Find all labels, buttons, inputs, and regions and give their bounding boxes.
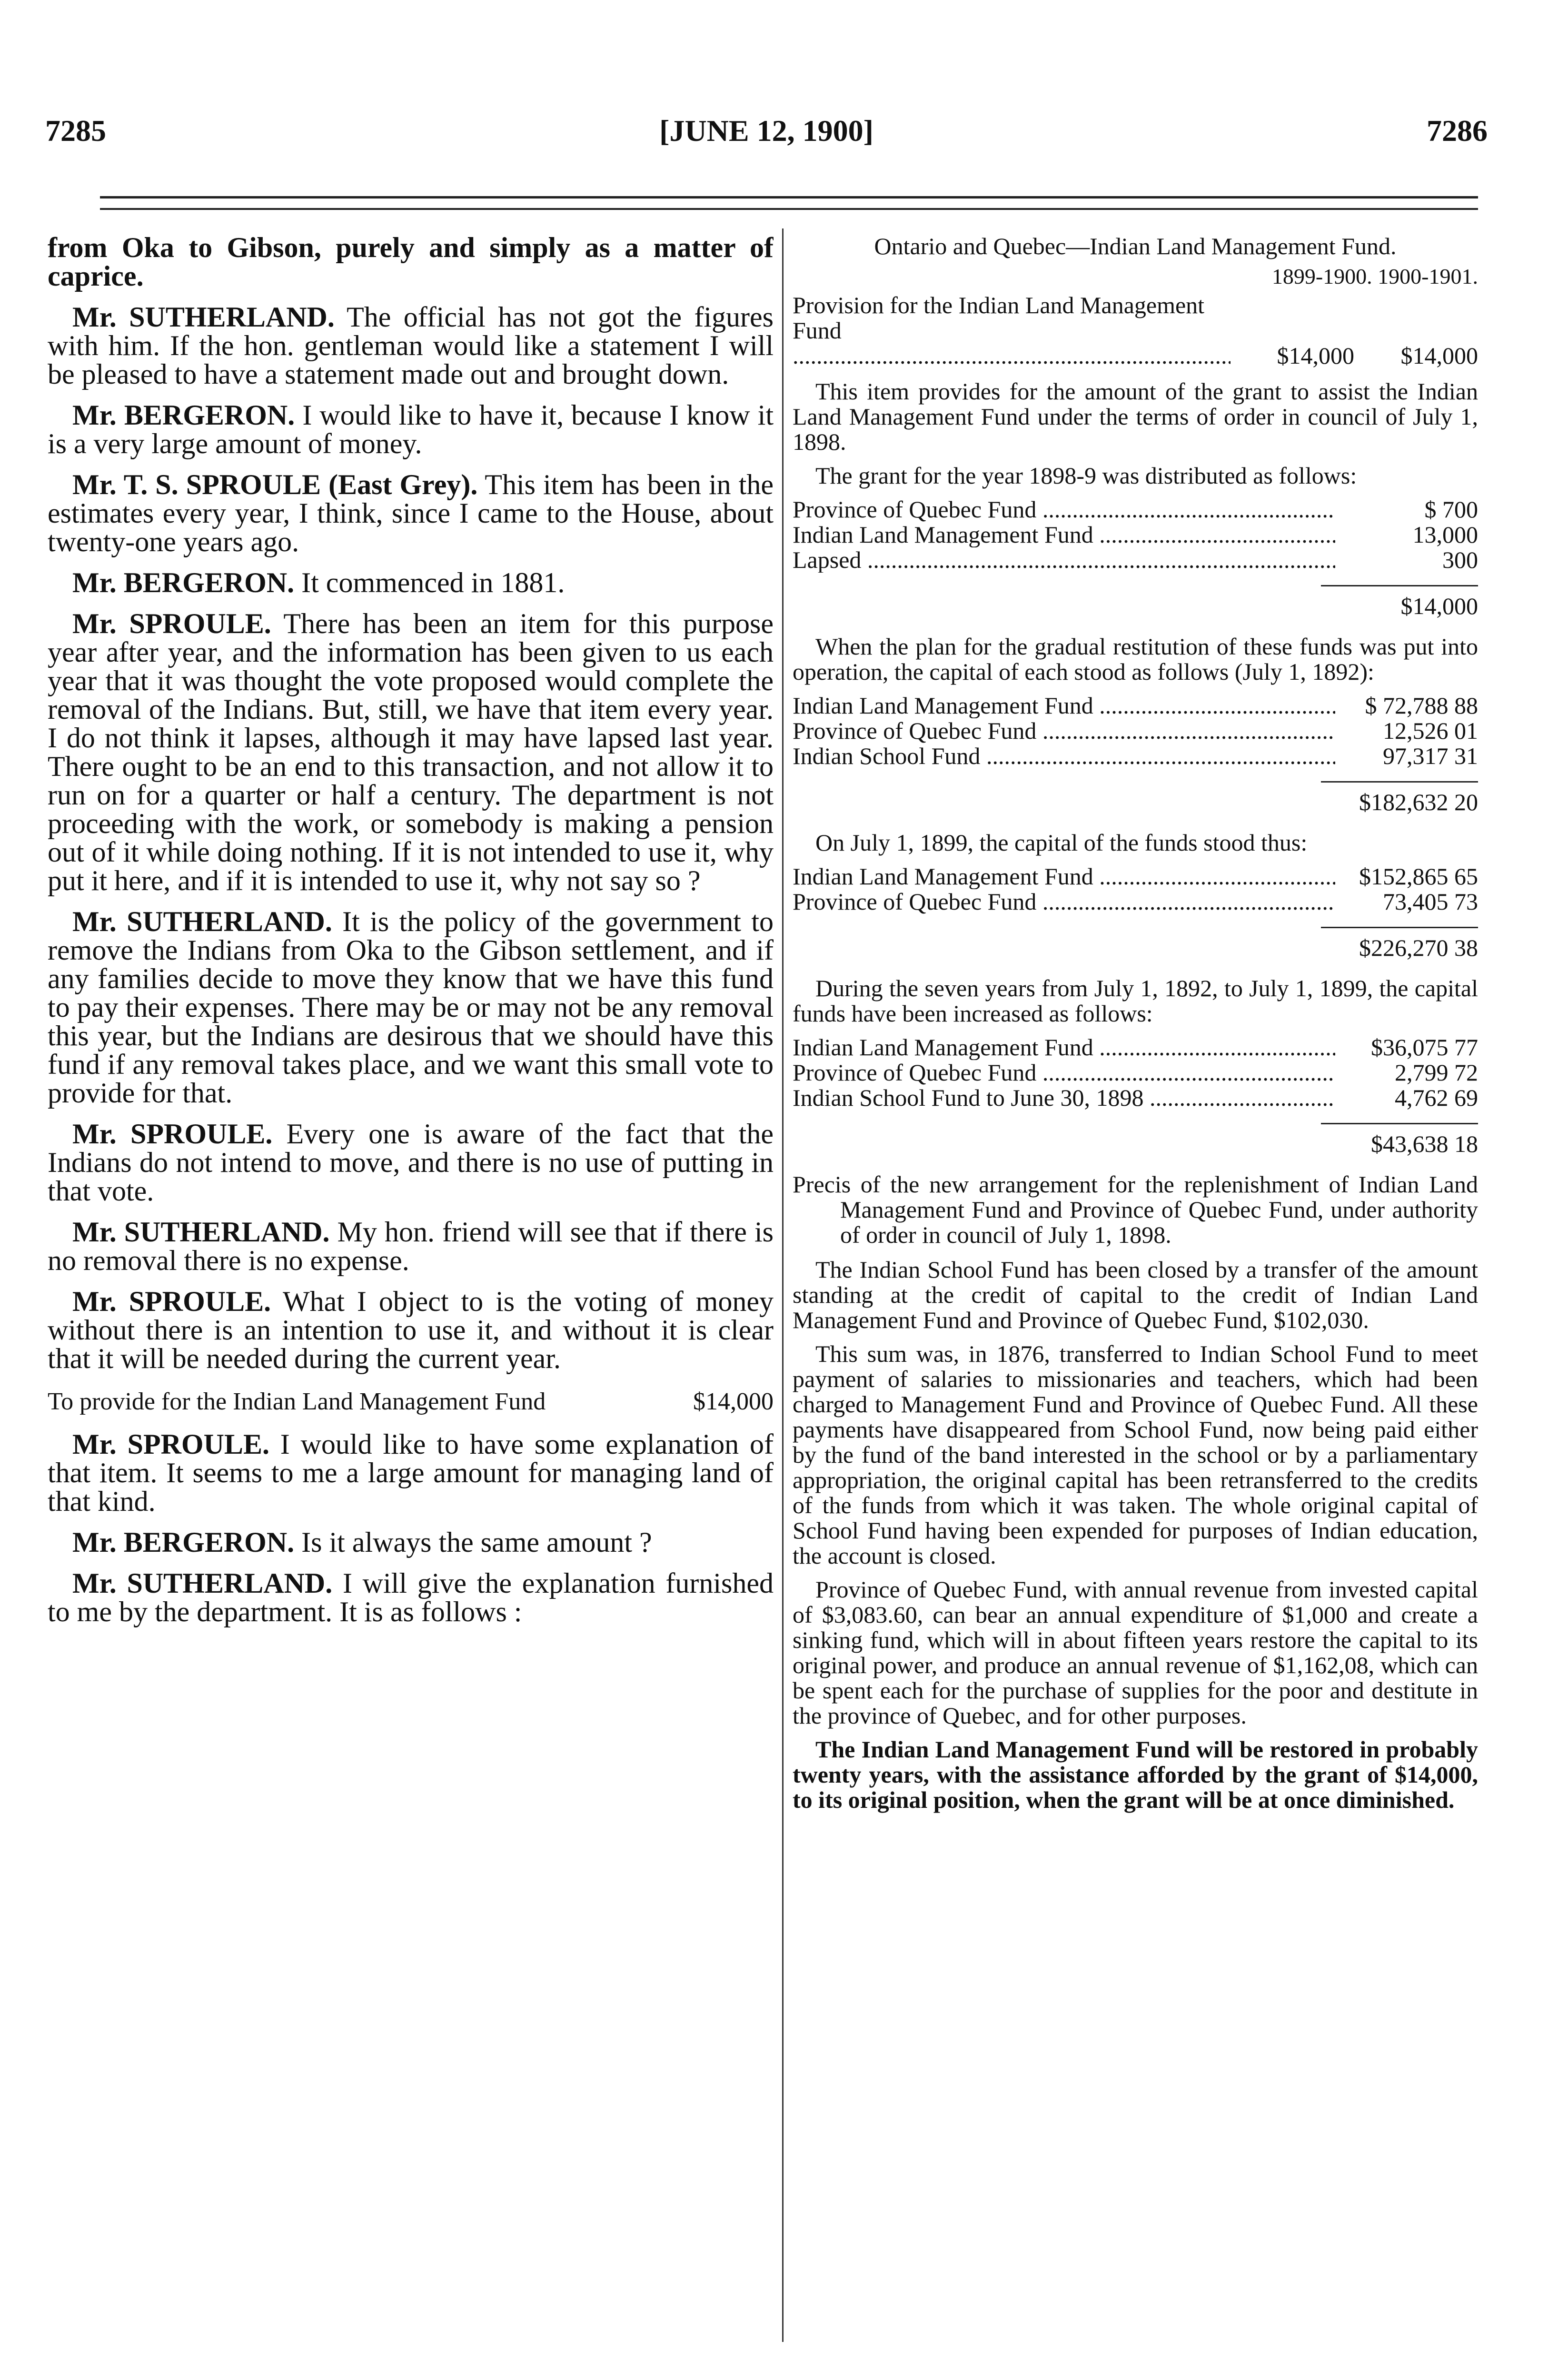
speaker-name: Mr. BERGERON. — [72, 399, 295, 431]
paragraph: During the seven years from July 1, 1892, to July 1, 1899, the capital funds have been increased as follows: — [793, 975, 1478, 1027]
increase-table — [793, 1035, 1478, 1111]
precis-heading: Precis of the new arrangement for the replenishment of Indian Land Management Fund and Province of Quebec Fund, under authority of order in council of July 1, 1898. — [793, 1171, 1478, 1248]
row-label: Indian Land Management Fund ..... — [793, 864, 1335, 889]
speaker-name: Mr. SPROULE. — [72, 608, 271, 639]
row-label: Province of Quebec Fund ..... — [793, 718, 1335, 744]
speech-text: There has been an item for this purpose year after year, and the information has been given to us each year that it was thought the vote proposed would complete the removal of the Indians. But, still, we have that item every year. I do not think it lapses, although it may have lapsed last year. There ought to be an end to this transaction, and not allow it to run on for a quarter or half a century. The department is not proceeding with the work, or somebody is making a pension out of it while doing nothing. If it is not intended to use it, why put it here, and if it is intended to use it, why not say so ? — [48, 608, 774, 896]
speech — [48, 401, 774, 458]
speaker-name: Mr. SUTHERLAND. — [72, 1216, 330, 1248]
row-label: Indian School Fund ..... — [793, 744, 1335, 769]
speech-text: I will give the explanation furnished to me by the department. It is as follows : — [48, 1567, 774, 1627]
capital-1892-table — [793, 693, 1478, 769]
speech — [48, 1120, 774, 1205]
table-row — [793, 693, 1478, 718]
row-value: 12,526 01 — [1383, 717, 1478, 744]
speech — [48, 568, 774, 597]
speech-text: The official has not got the figures with him. If the hon. gentleman would like a statement I will be pleased to have a statement made out and brought down. — [48, 301, 774, 390]
speech-text: My hon. friend will see that if there is no removal there is no expense. — [48, 1216, 774, 1276]
row-value: 300 — [1442, 546, 1478, 573]
table-row — [793, 1060, 1478, 1085]
paragraph: The grant for the year 1898-9 was distributed as follows: — [815, 462, 1357, 489]
speaker-name: Mr. SUTHERLAND. — [72, 1567, 333, 1599]
paragraph: The Indian School Fund has been closed by a transfer of the amount standing at the credit of capital to the credit of Indian Land Management Fund and Province of Quebec Fund, $102,030. — [793, 1256, 1478, 1333]
provision-value-2: $14,000 — [1400, 342, 1478, 369]
row-label: Indian Land Management Fund ..... — [793, 522, 1335, 547]
table-total — [793, 781, 1478, 816]
speaker-name: Mr. SPROULE. — [72, 1118, 273, 1150]
table-row — [793, 744, 1478, 769]
paragraph: When the plan for the gradual restitution of these funds was put into operation, the capital of each stood as follows (July 1, 1892): — [793, 633, 1478, 685]
table-row — [793, 1085, 1478, 1111]
table-row — [793, 1035, 1478, 1060]
row-value: 2,799 72 — [1395, 1059, 1478, 1086]
row-value: $ 700 — [1424, 496, 1478, 523]
header-rule-bottom — [100, 208, 1478, 210]
row-value: 4,762 69 — [1395, 1084, 1478, 1111]
table-total — [793, 585, 1478, 620]
speech — [48, 1569, 774, 1626]
speaker-name: Mr. SUTHERLAND. — [72, 906, 332, 937]
speech-text: Every one is aware of the fact that the Indians do not intend to move, and there is no use of putting in that vote. — [48, 1118, 774, 1207]
row-label: Indian Land Management Fund ..... — [793, 1035, 1335, 1060]
total-value: $182,632 20 — [1321, 781, 1478, 816]
table-row — [793, 864, 1478, 889]
speech-text: It commenced in 1881. — [294, 567, 565, 598]
total-value: $14,000 — [1321, 585, 1478, 620]
speaker-name: Mr. BERGERON. — [72, 567, 295, 598]
row-value: 13,000 — [1412, 521, 1478, 548]
table-row — [793, 497, 1478, 522]
capital-1899-table — [793, 864, 1478, 914]
table-row — [793, 547, 1478, 573]
speaker-name: Mr. SUTHERLAND. — [72, 301, 335, 333]
page-number-right: 7286 — [1427, 114, 1488, 148]
speech — [48, 907, 774, 1107]
paragraph: from Oka to Gibson, purely and simply as a matter of caprice. — [48, 233, 774, 292]
page-number-left: 7285 — [45, 114, 106, 148]
table-row — [793, 718, 1478, 744]
paragraph: This sum was, in 1876, transferred to Indian School Fund to meet payment of salaries to missionaries and teachers, which had been charged to Management Fund and Province of Quebec Fund. All these payments have disappeared from School Fund, now being paid either by the fund of the band interested in the school or by a parliamentary appropriation, the original capital has been retransferred to the credits of the funds from which it was taken. The whole original capital of School Fund having been expended for purposes of Indian education, the account is closed. — [793, 1340, 1478, 1569]
total-value: $43,638 18 — [1321, 1123, 1478, 1158]
speech-text: It is the policy of the government to remove the Indians from Oka to the Gibson settlement, and if any families decide to move they know that we have this fund to pay their expenses. There may be or may not be any removal this year, but the Indians are desirous that we should have this fund if any removal takes place, and we want this small vote to provide for that. — [48, 906, 774, 1109]
speech-text: What I object to is the voting of money without there is an intention to use it, and without it is clear that it will be needed during the current year. — [48, 1286, 774, 1374]
table-row — [793, 889, 1478, 914]
provision-value-1: $14,000 — [1277, 342, 1354, 369]
row-label: Indian Land Management Fund ..... — [793, 693, 1335, 718]
column-divider — [782, 228, 784, 2342]
left-column — [48, 233, 774, 2356]
speech — [48, 470, 774, 556]
speaker-name: Mr. SPROULE. — [72, 1428, 269, 1460]
fiscal-years: 1899-1900. 1900-1901. — [1271, 264, 1478, 288]
speech — [48, 1218, 774, 1275]
table-row — [793, 522, 1478, 547]
row-label: Province of Quebec Fund ..... — [793, 1060, 1335, 1085]
page-header — [45, 113, 1488, 156]
row-value: 97,317 31 — [1383, 743, 1478, 769]
paragraph: Province of Quebec Fund, with annual revenue from invested capital of $3,083.60, can bear an annual expenditure of $1,000 and create a sinking fund, which will in about fifteen years restore the capital to its original power, and produce an annual revenue of $1,162,08, which can be spent each for the purchase of supplies for the poor and destitute in the province of Quebec, and for other purposes. — [793, 1576, 1478, 1729]
speech — [48, 303, 774, 388]
speech — [48, 609, 774, 895]
speaker-name: Mr. BERGERON. — [72, 1527, 295, 1558]
section-title: Ontario and Quebec—Indian Land Management Fund. — [874, 233, 1397, 259]
speech-text: I would like to have it, because I know it is a very large amount of money. — [48, 399, 774, 459]
row-value: $152,865 65 — [1359, 863, 1478, 890]
row-label: Province of Quebec Fund ..... — [793, 497, 1335, 522]
speech — [48, 1430, 774, 1516]
row-label: Province of Quebec Fund ..... — [793, 889, 1335, 914]
paragraph: The Indian Land Management Fund will be restored in probably twenty years, with the assistance afforded by the grant of $14,000, to its original position, when the grant will be at once diminished. — [793, 1736, 1478, 1813]
table-total — [793, 927, 1478, 962]
paragraph: On July 1, 1899, the capital of the funds stood thus: — [815, 829, 1308, 856]
paragraph: This item provides for the amount of the grant to assist the Indian Land Management Fund under the terms of order in council of July 1, 1898. — [793, 378, 1478, 455]
speech-text: Is it always the same amount ? — [294, 1527, 652, 1558]
provision-row — [793, 293, 1478, 368]
speech — [48, 1528, 774, 1557]
vote-label: To provide for the Indian Land Management Fund — [48, 1388, 546, 1415]
speaker-name: Mr. T. S. SPROULE (East Grey). — [72, 469, 478, 500]
total-value: $226,270 38 — [1321, 927, 1478, 962]
row-label: Lapsed ..... — [793, 547, 1335, 573]
vote-item — [48, 1388, 774, 1416]
speech — [48, 1287, 774, 1373]
page-date: [JUNE 12, 1900] — [659, 114, 873, 148]
provision-label: Provision for the Indian Land Management Fund ..... — [793, 293, 1231, 368]
right-column — [793, 233, 1478, 2356]
row-label: Indian School Fund to June 30, 1898 ..... — [793, 1085, 1335, 1111]
speech-text: This item has been in the estimates every year, I think, since I came to the House, about twenty-one years ago. — [48, 469, 774, 557]
speaker-name: Mr. SPROULE. — [72, 1286, 271, 1317]
row-value: 73,405 73 — [1383, 888, 1478, 915]
header-rule-top — [100, 196, 1478, 198]
table-total — [793, 1123, 1478, 1158]
grant-table — [793, 497, 1478, 573]
row-value: $ 72,788 88 — [1365, 692, 1478, 719]
speech-text: I would like to have some explanation of that item. It seems to me a large amount for managing land of that kind. — [48, 1428, 774, 1517]
row-value: $36,075 77 — [1371, 1034, 1478, 1061]
vote-amount: $14,000 — [693, 1388, 774, 1415]
